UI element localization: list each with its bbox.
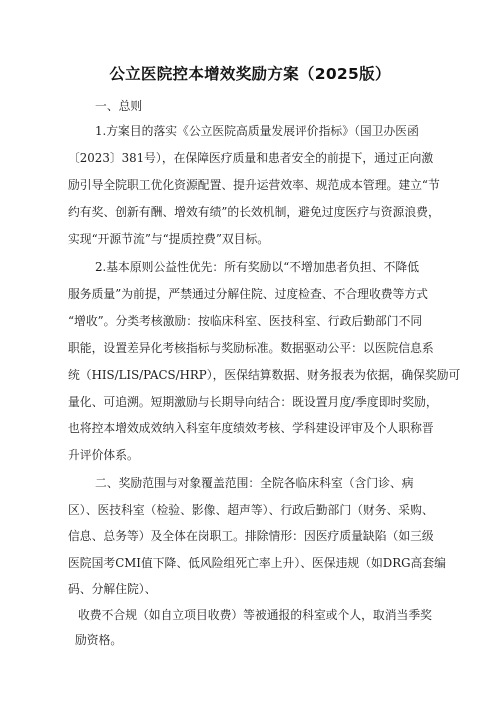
paragraph-line: 也将控本增效成效纳入科室年度绩效考核、学科建设评审及个人职称晋 bbox=[68, 421, 434, 435]
paragraph-line: 二、奖励范围与对象覆盖范围：全院各临床科室（含门诊、病 bbox=[95, 476, 414, 490]
paragraph-line: 服务质量”为前提，严禁通过分解住院、过度检查、不合理收费等方式 bbox=[68, 287, 428, 301]
paragraph-line: 收费不合规（如自立项目收费）等被通报的科室或个人，取消当季奖 bbox=[78, 608, 432, 622]
paragraph-line: 码、分解住院）、 bbox=[68, 582, 157, 596]
paragraph-line: 统（HIS/LIS/PACS/HRP），医保结算数据、财务报表为依据，确保奖励可 bbox=[68, 368, 461, 382]
paragraph-line: 升评价体系。 bbox=[68, 448, 139, 462]
paragraph-line: 1.方案目的落实《公立医院高质量发展评价指标》（国卫办医函 bbox=[95, 124, 419, 138]
paragraph-line: 〔2023〕381号），在保障医疗质量和患者安全的前提下，通过正向激 bbox=[68, 151, 434, 165]
document-title: 公立医院控本增效奖励方案（2025版） bbox=[109, 65, 391, 83]
paragraph-line: 信息、总务等）及全体在岗职工。排除情形：因医疗质量缺陷（如三级 bbox=[68, 529, 434, 543]
paragraph-line: 励资格。 bbox=[75, 633, 123, 647]
paragraph-line: 区）、医技科室（检验、影像、超声等）、行政后勤部门（财务、采购、 bbox=[68, 503, 434, 517]
paragraph-line: 励引导全院职工优化资源配置、提升运营效率、规范成本管理。建立“节 bbox=[68, 178, 440, 192]
paragraph-line: 约有奖、创新有酬、增效有绩”的长效机制，避免过度医疗与资源浪费， bbox=[68, 205, 440, 219]
section-heading-general: 一、总则 bbox=[95, 99, 143, 113]
paragraph-line: 医院国考CMI值下降、低风险组死亡率上升）、医保违规（如DRG高套编 bbox=[68, 556, 446, 570]
paragraph-line: 职能，设置差异化考核指标与奖励标准。数据驱动公平：以医院信息系 bbox=[68, 341, 434, 355]
paragraph-line: 实现“开源节流”与“提质控费”双目标。 bbox=[68, 232, 270, 246]
paragraph-line: 2.基本原则公益性优先：所有奖励以“不增加患者负担、不降低 bbox=[95, 260, 420, 274]
paragraph-line: 量化、可追溯。短期激励与长期导向结合：既设置月度/季度即时奖励， bbox=[68, 395, 438, 409]
paragraph-line: “增收”。分类考核激励：按临床科室、医技科室、行政后勤部门不同 bbox=[68, 314, 423, 328]
